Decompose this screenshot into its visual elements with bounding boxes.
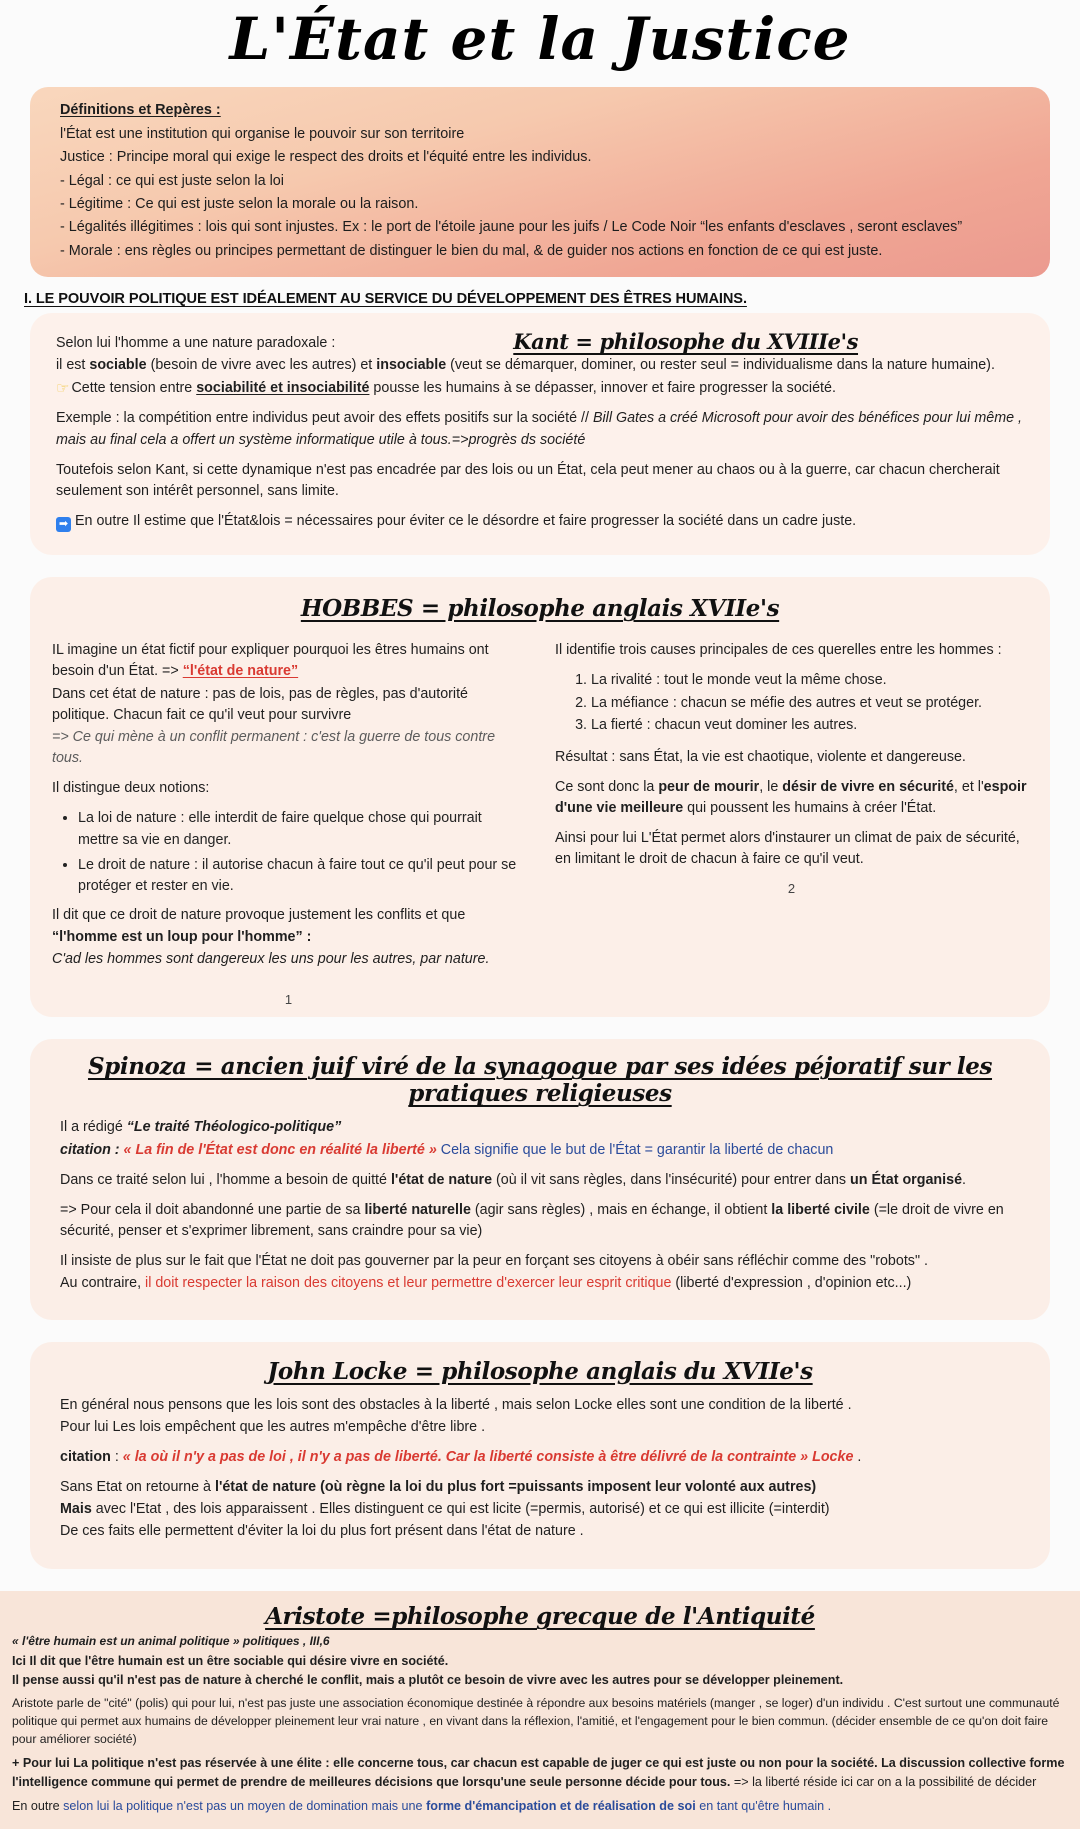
spinoza-p3-mid: (agir sans règles) , mais en échange, il obtient <box>470 1201 772 1218</box>
spinoza-p5-end: (liberté d'expression , d'opinion etc...) <box>671 1275 912 1292</box>
kant-intro: Selon lui l'homme a une nature paradoxale : <box>56 334 336 351</box>
hobbes-p5: Il dit que ce droit de nature provoque justement les conflits et que <box>52 906 466 923</box>
spinoza-p1 <box>60 1117 1020 1138</box>
hobbes-espoir-vie-meilleure: espoir d'une vie meilleure <box>555 778 1027 817</box>
definition-line: l'État est une institution qui organise le pouvoir sur son territoire <box>60 126 465 143</box>
hobbes-columns <box>52 640 1028 1007</box>
spinoza-p2-end: . <box>962 1171 967 1188</box>
hobbes-motiv-end: qui poussent les humains à créer l'État. <box>683 800 937 817</box>
spinoza-p3 <box>60 1200 1020 1242</box>
kant-title-block <box>347 323 1024 354</box>
spinoza-card <box>30 1039 1050 1319</box>
locke-citation-sep: : <box>110 1448 123 1465</box>
list-item: 3. La fierté : chacun veut dominer les autres. <box>591 715 1028 736</box>
kant-example-italic: Bill Gates a créé Microsoft pour avoir des bénéfices pour lui même , mais au final cela a offert un système informatique utile à tous.=>progrès ds société <box>56 410 1023 448</box>
kant-sociable-pre: il est <box>56 357 90 374</box>
spinoza-liberte-naturelle: liberté naturelle <box>364 1201 471 1218</box>
spinoza-citation-line <box>60 1140 1020 1161</box>
kant-card <box>30 313 1050 555</box>
hobbes-resultat: Résultat : sans État, la vie est chaotique, violente et dangereuse. <box>555 748 966 765</box>
hobbes-conclusion: Ainsi pour lui L'État permet alors d'instaurer un climat de paix de sécurité, en limitant le droit de chacun à faire ce qu'il veut. <box>555 830 1020 868</box>
definition-line: - Légalités illégitimes : lois qui sont injustes. Ex : le port de l'étoile jaune pour les juifs / Le Code Noir “les enfants d'esclaves , seront esclaves” <box>60 219 963 236</box>
hobbes-causes-intro: Il identifie trois causes principales de ces querelles entre les hommes : <box>555 642 1002 659</box>
hobbes-motiv-mid: , le <box>759 778 783 795</box>
aristote-p4-end: => la liberté réside ici car on a la possibilité de décider <box>730 1774 1037 1789</box>
aristote-band <box>0 1591 1080 1829</box>
page-number-right: 2 <box>787 880 796 896</box>
hobbes-peur-de-mourir: peur de mourir <box>658 778 760 795</box>
spinoza-p3-pre: => Pour cela il doit abandonné une partie de sa <box>60 1201 365 1218</box>
hobbes-right-column <box>555 640 1028 1007</box>
hobbes-notions-list <box>52 808 525 897</box>
hobbes-left-column <box>52 640 525 1007</box>
definition-line: Justice : Principe moral qui exige le respect des droits et l'équité entre les individus. <box>60 149 592 166</box>
aristote-title: Aristote =philosophe grecque de l'Antiquité <box>265 1603 815 1631</box>
locke-citation-quote: « la où il n'y a pas de loi , il n'y a pas de liberté. Car la liberté consiste à être délivré de la contrainte » Locke <box>122 1448 854 1465</box>
spinoza-title: Spinoza = ancien juif viré de la synagogue par ses idées péjoratif sur les pratiques religieuses <box>87 1053 993 1108</box>
kant-intro-block <box>56 323 335 355</box>
kant-sociable-mid: (besoin de vivre avec les autres) et <box>146 357 377 374</box>
aristote-quote <box>12 1632 1068 1650</box>
page-title: L'État et la Justice <box>229 5 851 73</box>
kant-sociable-line <box>56 355 1024 376</box>
definition-line: - Morale : ens règles ou principes permettant de distinguer le bien du mal, & de guider nos actions en fonction de ce qui est juste. <box>60 242 883 259</box>
hobbes-card <box>30 577 1050 1017</box>
hobbes-causes-list <box>555 670 1028 736</box>
kant-header-row <box>56 323 1024 355</box>
locke-mais-bold: Mais <box>60 1501 92 1518</box>
aristote-p4 <box>12 1754 1068 1791</box>
section-heading-1: I. LE POUVOIR POLITIQUE EST IDÉALEMENT AU SERVICE DU DÉVELOPPEMENT DES ÊTRES HUMAINS. <box>24 290 747 307</box>
kant-sociable-bold: sociable <box>89 357 147 374</box>
kant-outre-line <box>56 511 1024 532</box>
aristote-p3: Aristote parle de "cité" (polis) qui pour lui, n'est pas juste une association économique destinée à répondre aux besoins matériels (manger , se loger) d'un individu . C'est surtout une communauté politique qui permet aux humains de développer pleinement leur vrai nature , en vivant dans la réflexion, l'amitié, et l'engagement pour le bien commun. (décider ensemble de ce qu'on doit faire pour améliorer société) <box>12 1696 1060 1746</box>
spinoza-p1-pre: Il a rédigé <box>60 1119 127 1136</box>
kant-example <box>56 408 1024 450</box>
locke-etat-de-nature: l'état de nature (où règne la loi du plus fort =puissants imposent leur volonté aux autres) <box>214 1479 817 1496</box>
spinoza-p2 <box>60 1170 1020 1191</box>
spinoza-p2-pre: Dans ce traité selon lui , l'homme a besoin de quitté <box>60 1171 391 1188</box>
aristote-quote-text: « l'être humain est un animal politique » politiques , III,6 <box>12 1634 330 1649</box>
aristote-p1: Ici Il dit que l'être humain est un être sociable qui désire vivre en société. <box>12 1653 449 1668</box>
hobbes-loup-quote: “l'homme est un loup pour l'homme” : <box>52 929 312 946</box>
locke-citation-label: citation <box>60 1448 111 1465</box>
list-item: • Le droit de nature : il autorise chacun à faire tout ce qu'il peut pour se protéger et rester en vie. <box>78 855 525 897</box>
spinoza-liberte-civile: la liberté civile <box>771 1201 870 1218</box>
locke-citation-end: . <box>853 1448 862 1465</box>
aristote-p5-blue-2: en tant qu'être humain . <box>695 1798 832 1813</box>
kant-toutefois: Toutefois selon Kant, si cette dynamique n'est pas encadrée par des lois ou un État, cela peut mener au chaos ou à la guerre, car chacun chercherait seulement son intérêt personnel, sans limite. <box>56 461 1000 499</box>
spinoza-p2-mid: (où il vit sans règles, dans l'insécurité) pour entrer dans <box>492 1171 851 1188</box>
definition-line: - Légal : ce qui est juste selon la loi <box>60 172 284 189</box>
locke-p5: De ces faits elle permettent d'éviter la loi du plus fort présent dans l'état de nature . <box>60 1523 584 1540</box>
hobbes-cad: C'ad les hommes sont dangereux les uns pour les autres, par nature. <box>52 951 490 968</box>
spinoza-citation-label: citation : <box>60 1141 124 1158</box>
hobbes-motiv-pre: Ce sont donc la <box>555 778 659 795</box>
spinoza-p5-pre: Au contraire, <box>60 1275 146 1292</box>
hobbes-p3 <box>52 727 525 769</box>
kant-tension-pre: Cette tension entre <box>71 380 197 397</box>
hobbes-etat-de-nature-highlight: “l'état de nature” <box>182 663 299 680</box>
kant-sociable-end: (veut se démarquer, dominer, ou rester seul = individualisme dans la nature humaine). <box>446 357 995 374</box>
kant-tension-underlined: sociabilité et insociabilité <box>196 380 370 397</box>
spinoza-etat-de-nature: l'état de nature <box>390 1171 493 1188</box>
list-item: • La loi de nature : elle interdit de faire quelque chose qui pourrait mettre sa vie en danger. <box>78 808 525 850</box>
hobbes-p1 <box>52 640 525 682</box>
pointing-hand-icon: ☞ <box>56 380 70 398</box>
hobbes-desir-securite: désir de vivre en sécurité <box>782 778 954 795</box>
hobbes-title: HOBBES = philosophe anglais XVIIe's <box>300 595 780 623</box>
kant-outre-text: En outre Il estime que l'État&lois = nécessaires pour éviter ce le désordre et faire progresser la société dans un cadre juste. <box>75 513 857 530</box>
hobbes-motivations <box>555 777 1028 819</box>
aristote-emancipation-bold: forme d'émancipation et de réalisation de soi <box>426 1798 696 1813</box>
list-item: 2. La méfiance : chacun se méfie des autres et veut se protéger. <box>591 693 1028 714</box>
hobbes-motiv-mid2: , et l' <box>953 778 984 795</box>
kant-tension-end: pousse les humains à se dépasser, innover et faire progresser la société. <box>369 380 836 397</box>
aristote-p5 <box>12 1797 1068 1815</box>
spinoza-p4: Il insiste de plus sur le fait que l'État ne doit pas gouverner par la peur en forçant ses citoyens à obéir sans réfléchir comme des "robots" . <box>60 1253 928 1270</box>
blue-arrow-icon: ➡ <box>56 517 71 532</box>
locke-p4-text: avec l'Etat , des lois apparaissent . Elles distinguent ce qui est licite (=permis, autorisé) et ce qui est illicite (=interdit) <box>91 1501 830 1518</box>
hobbes-p4: Il distingue deux notions: <box>52 780 210 797</box>
spinoza-etat-organise: un État organisé <box>850 1171 963 1188</box>
spinoza-p3-end: (=le droit de vivre en sécurité, penser et s'exprimer librement, sans craindre pour sa vie) <box>60 1201 1004 1240</box>
page-number-left: 1 <box>284 992 293 1008</box>
aristote-p4-bold: + Pour lui La politique n'est pas réservée à une élite : elle concerne tous, car chacun est capable de juger ce qui est juste ou non pour la société. La discussion collective forme l'intelligence commune qui permet de prendre de meilleures décisions que lorsqu'une seule personne décide pour tous. <box>12 1756 1065 1789</box>
locke-p3-pre: Sans Etat on retourne à <box>60 1479 215 1496</box>
hobbes-p2: Dans cet état de nature : pas de lois, pas de règles, pas d'autorité politique. Chacun fait ce qu'il veut pour survivre <box>52 685 469 723</box>
aristote-p5-pre: En outre <box>12 1798 64 1813</box>
spinoza-traite-title: “Le traité Théologico-politique” <box>126 1119 342 1136</box>
kant-tension-line <box>56 377 1024 399</box>
locke-p1: En général nous pensons que les lois sont des obstacles à la liberté , mais selon Locke elles sont une condition de la liberté . <box>60 1396 852 1413</box>
hobbes-p1-pre: IL imagine un état fictif pour expliquer pourquoi les êtres humains ont besoin d'un État. => <box>52 642 489 680</box>
definitions-box <box>30 87 1050 277</box>
locke-p4 <box>60 1499 1020 1520</box>
hobbes-p3-text: => Ce qui mène à un conflit permanent : c'est la guerre de tous contre tous. <box>52 728 496 767</box>
aristote-p5-blue-1: selon lui la politique n'est pas un moyen de domination mais une <box>63 1798 427 1813</box>
kant-insociable-bold: insociable <box>376 357 447 374</box>
locke-citation-line <box>60 1447 1020 1468</box>
locke-title: John Locke = philosophe anglais du XVIIe's <box>267 1357 813 1385</box>
locke-card <box>30 1342 1050 1570</box>
spinoza-citation-quote: « La fin de l'État est donc en réalité la liberté » <box>123 1141 437 1158</box>
spinoza-raison-citoyens: il doit respecter la raison des citoyens et leur permettre d'exercer leur esprit critique <box>145 1275 672 1292</box>
aristote-p2: Il pense aussi qu'il n'est pas de nature à cherché le conflit, mais a plutôt ce besoin de vivre avec les autres pour se développer pleinement. <box>12 1673 844 1688</box>
list-item: 1. La rivalité : tout le monde veut la même chose. <box>591 670 1028 691</box>
definitions-heading: Définitions et Repères : <box>60 101 221 118</box>
spinoza-citation-gloss: Cela signifie que le but de l'État = garantir la liberté de chacun <box>436 1141 834 1158</box>
kant-title: Kant = philosophe du XVIIIe's <box>513 328 859 354</box>
spinoza-p5 <box>60 1273 1020 1294</box>
kant-example-pre: Exemple : la compétition entre individus peut avoir des effets positifs sur la société // <box>56 410 593 427</box>
locke-p3 <box>60 1477 1020 1498</box>
locke-p2: Pour lui Les lois empêchent que les autres m'empêche d'être libre . <box>60 1418 486 1435</box>
definition-line: - Légitime : Ce qui est juste selon la morale ou la raison. <box>60 196 419 212</box>
